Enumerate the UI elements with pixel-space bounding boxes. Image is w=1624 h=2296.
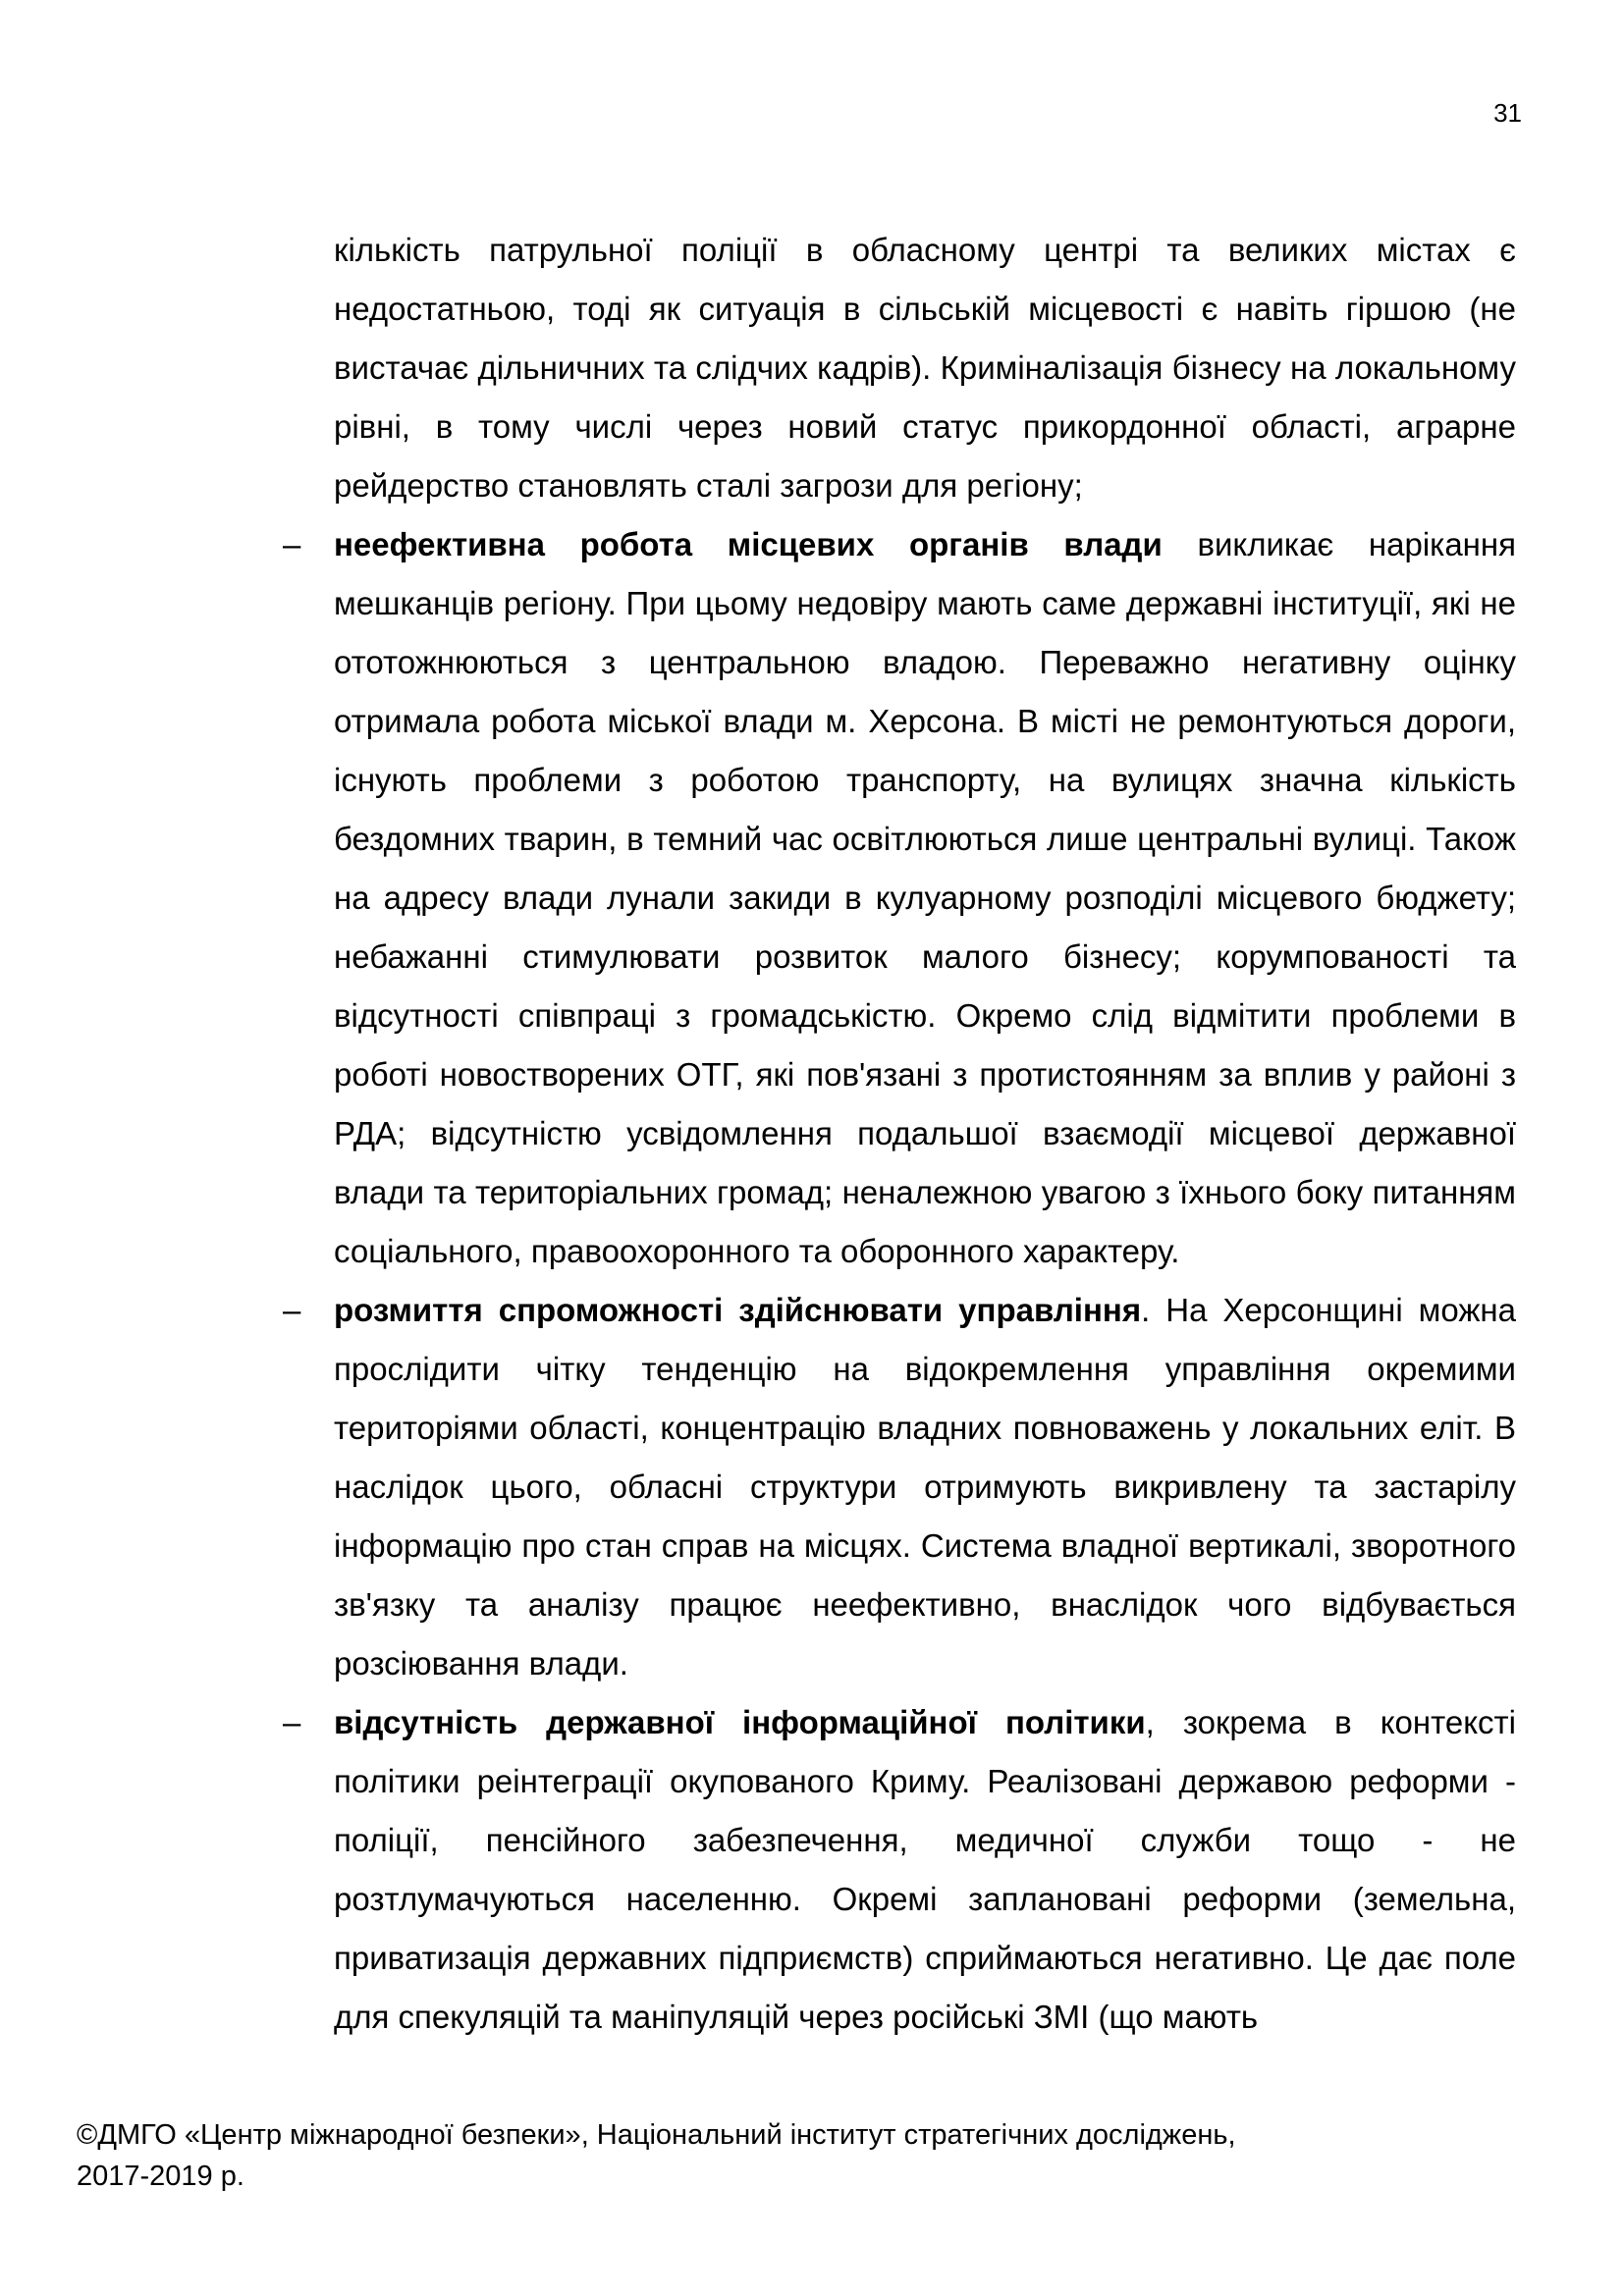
list-item-heading: розмиття спроможності здійснювати управління (334, 1292, 1142, 1328)
list-item-text: , зокрема в контексті політики реінтеграції окупованого Криму. Реалізовані державою реформи - поліції, пенсійного забезпечення, медичної служби тощо - не розтлумачуються населенню. Окремі заплановані реформи (земельна, приватизація державних підприємств) сприймаються негативно. Це дає поле для спекуляцій та маніпуляцій через російські ЗМІ (що мають (334, 1704, 1516, 2035)
list-item-text: . На Херсонщині можна прослідити чітку тенденцію на відокремлення управління окремими територіями області, концентрацію владних повноважень у локальних еліт. В наслідок цього, обласні структури отримують викривлену та застарілу інформацію про стан справ на місцях. Система владної вертикалі, зворотного зв'язку та аналізу працює неефективно, внаслідок чого відбувається розсіювання влади. (334, 1292, 1516, 1682)
list-item-heading: відсутність державної інформаційної політики (334, 1704, 1146, 1740)
bullet-dash: – (283, 1704, 301, 1740)
footer-years: 2017-2019 р. (77, 2161, 244, 2192)
footer-copyright: ©ДМГО «Центр міжнародної безпеки», Національний інститут стратегічних досліджень, (77, 2119, 1236, 2151)
bullet-dash: – (283, 1292, 301, 1328)
document-body (283, 221, 1516, 2047)
list-item-heading: неефективна робота місцевих органів влади (334, 526, 1163, 562)
list-item-text: викликає нарікання мешканців регіону. При цьому недовіру мають саме державні інституції, які не ототожнюються з центральною владою. Переважно негативну оцінку отримала робота міської влади м. Херсона. В місті не ремонтуються дороги, існують проблеми з роботою транспорту, на вулицях значна кількість бездомних тварин, в темний час освітлюються лише центральні вулиці. Також на адресу влади лунали закиди в кулуарному розподілі місцевого бюджету; небажанні стимулювати розвиток малого бізнесу; корумпованості та відсутності співпраці з громадськістю. Окремо слід відмітити проблеми в роботі новостворених ОТГ, які пов'язані з протистоянням за вплив у районі з РДА; відсутністю усвідомлення подальшої взаємодії місцевої державної влади та територіальних громад; неналежною увагою з їхнього боку питанням соціального, правоохоронного та оборонного характеру. (334, 526, 1516, 1269)
list-item (283, 1693, 1516, 2047)
bullet-dash: – (283, 526, 301, 562)
continuation-paragraph: кількість патрульної поліції в обласному центрі та великих містах є недостатньою, тоді як ситуація в сільській місцевості є навіть гіршою (не вистачає дільничних та слідчих кадрів). Криміналізація бізнесу на локальному рівні, в тому числі через новий статус прикордонної області, аграрне рейдерство становлять сталі загрози для регіону; (334, 232, 1516, 504)
footer (77, 2114, 1451, 2197)
list-item (283, 515, 1516, 1281)
page-number: 31 (1493, 98, 1522, 128)
list-item (283, 1281, 1516, 1693)
